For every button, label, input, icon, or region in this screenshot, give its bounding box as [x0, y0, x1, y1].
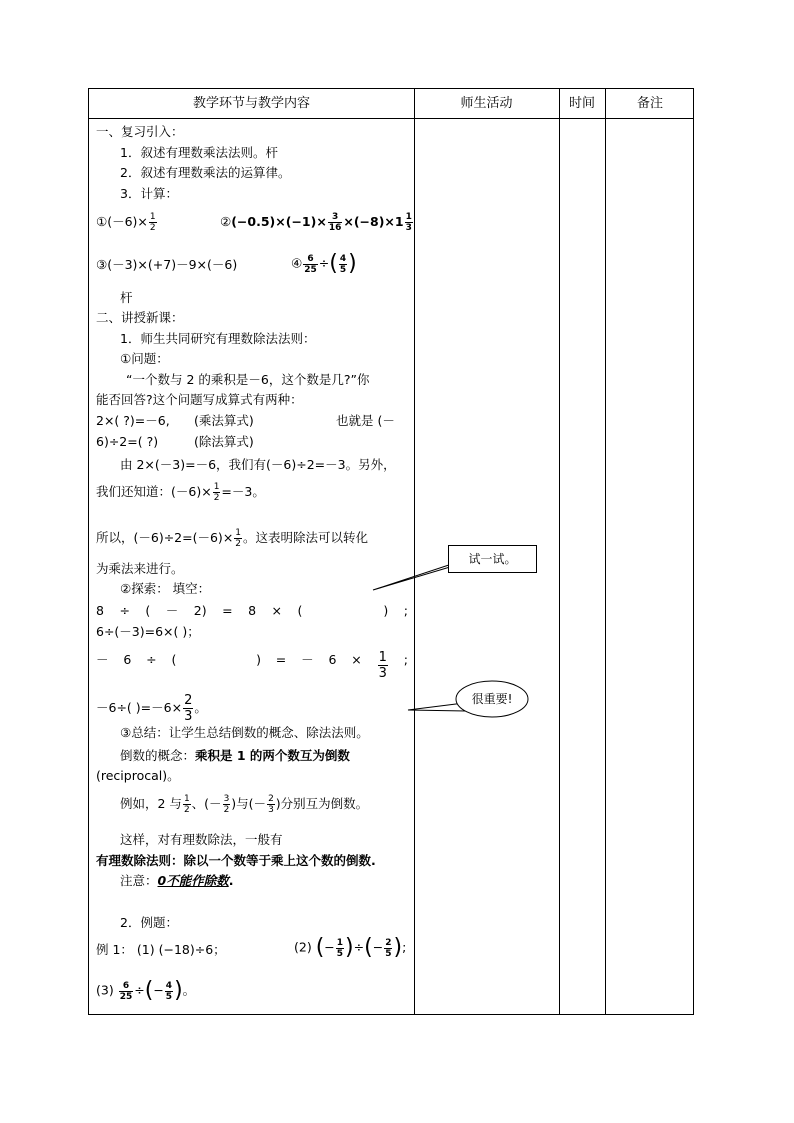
- review-heading: 一、复习引入：: [96, 124, 184, 139]
- stray-char: 杆: [120, 290, 133, 305]
- fraction: $\frac{2}{3}$: [268, 794, 274, 815]
- reciprocal-example: 例如，2 与 $\frac{1}{2}$ 、(－ $\frac{3}{2}$ )与(－ $\frac{2}{3}$ )分别互为倒数。: [120, 794, 369, 815]
- try-callout: 试一试。: [448, 545, 537, 573]
- calc-1-text: ①(－6)×: [96, 214, 148, 229]
- fraction: $\frac{6}{25}$: [304, 253, 317, 275]
- fill-3: － 6 ÷ ( ) = － 6 × $\frac{1}{3}$ ;: [96, 650, 408, 681]
- example-1-part-1: 例 1： (1) (−18)÷6；: [96, 942, 226, 957]
- header-activity: 师生活动: [460, 96, 513, 111]
- header-remarks: 备注: [636, 96, 663, 111]
- question-text-1: “一个数与 2 的乘积是－6，这个数是几?”你: [126, 372, 370, 387]
- reciprocal-concept: 倒数的概念：乘积是 1 的两个数互为倒数: [120, 748, 350, 763]
- so-line-2: 为乘法来进行。: [96, 561, 184, 576]
- fraction: $\frac{6}{25}$: [119, 980, 133, 1002]
- review-item-1: 1．叙述有理数乘法法则。杆: [120, 145, 278, 160]
- note: 注意：0不能作除数.: [120, 873, 234, 888]
- fraction: $\frac{2}{5}$: [385, 937, 392, 959]
- new-heading: 二、讲授新课：: [96, 310, 184, 325]
- fraction: $\frac{1}{2}$: [213, 482, 220, 503]
- calc-2: ②(−0.5)×(−1)× $\frac{3}{16}$ ×(−8)×1 $\frac{1}{3}$: [220, 212, 412, 233]
- question-label: ①问题：: [120, 351, 169, 366]
- equation-2-note: (除法算式): [194, 434, 254, 449]
- important-callout: 很重要!: [471, 692, 513, 706]
- fraction: $\frac{4}{5}$: [165, 980, 173, 1002]
- example-1-part-2: (2) (− $\frac{1}{5}$ )÷(− $\frac{2}{5}$ );: [294, 935, 407, 960]
- fraction: $\frac{4}{5}$: [339, 253, 347, 275]
- fraction: $\frac{1}{5}$: [336, 937, 344, 959]
- reciprocal-english: (reciprocal)。: [96, 768, 180, 783]
- header-content: 教学环节与教学内容: [192, 96, 310, 111]
- examples-heading: 2．例题：: [120, 915, 178, 930]
- calc-4: ④ $\frac{6}{25}$ ÷( $\frac{4}{5}$ ): [291, 251, 357, 276]
- fraction: $\frac{2}{3}$: [184, 693, 193, 724]
- fraction: $\frac{1}{2}$: [149, 212, 156, 233]
- equation-2: 6)÷2=( ?): [96, 434, 159, 449]
- fill-1: 8 ÷ ( － 2) = 8 × ( ) ;: [96, 603, 408, 618]
- fill-4: －6÷( )=－6× $\frac{2}{3}$ 。: [96, 693, 207, 724]
- fraction: $\frac{1}{2}$: [235, 528, 242, 549]
- equation-1-note: (乘法算式): [194, 413, 254, 428]
- header-time: 时间: [568, 96, 595, 111]
- example-1-part-3: (3) $\frac{6}{25}$ ÷(− $\frac{4}{5}$ )。: [96, 978, 196, 1003]
- equation-1-cont: 也就是 (－: [336, 413, 395, 428]
- reason-1: 由 2×(－3)=－6，我们有(－6)÷2=－3。另外，: [120, 457, 396, 472]
- fraction: $\frac{3}{2}$: [223, 794, 230, 815]
- explore: ②探索： 填空：: [120, 581, 211, 596]
- equation-1: 2×( ?)=－6,: [96, 413, 170, 428]
- thus: 这样，对有理数除法，一般有: [120, 832, 283, 847]
- review-item-3: 3．计算：: [120, 186, 178, 201]
- fraction: $\frac{1}{3}$: [405, 212, 412, 233]
- so-line: 所以，(－6)÷2=(－6)× $\frac{1}{2}$ 。这表明除法可以转化: [96, 528, 369, 549]
- division-rule: 有理数除法则：除以一个数等于乘上这个数的倒数.: [96, 853, 376, 868]
- question-text-2: 能否回答?这个问题写成算式有两种：: [96, 392, 303, 407]
- fraction: $\frac{1}{3}$: [378, 650, 387, 681]
- new-item-1: 1．师生共同研究有理数除法法则：: [120, 331, 316, 346]
- review-item-2: 2．叙述有理数乘法的运算律。: [120, 165, 291, 180]
- calc-3: ③(－3)×(+7)－9×(－6): [96, 257, 238, 272]
- fraction: $\frac{3}{16}$: [328, 212, 342, 233]
- fill-2: 6÷(－3)=6×( )；: [96, 624, 200, 639]
- summary: ③总结：让学生总结倒数的概念、除法法则。: [120, 725, 369, 740]
- reason-2: 我们还知道：(－6)× $\frac{1}{2}$ =－3。: [96, 482, 265, 503]
- fraction: $\frac{1}{2}$: [183, 794, 190, 815]
